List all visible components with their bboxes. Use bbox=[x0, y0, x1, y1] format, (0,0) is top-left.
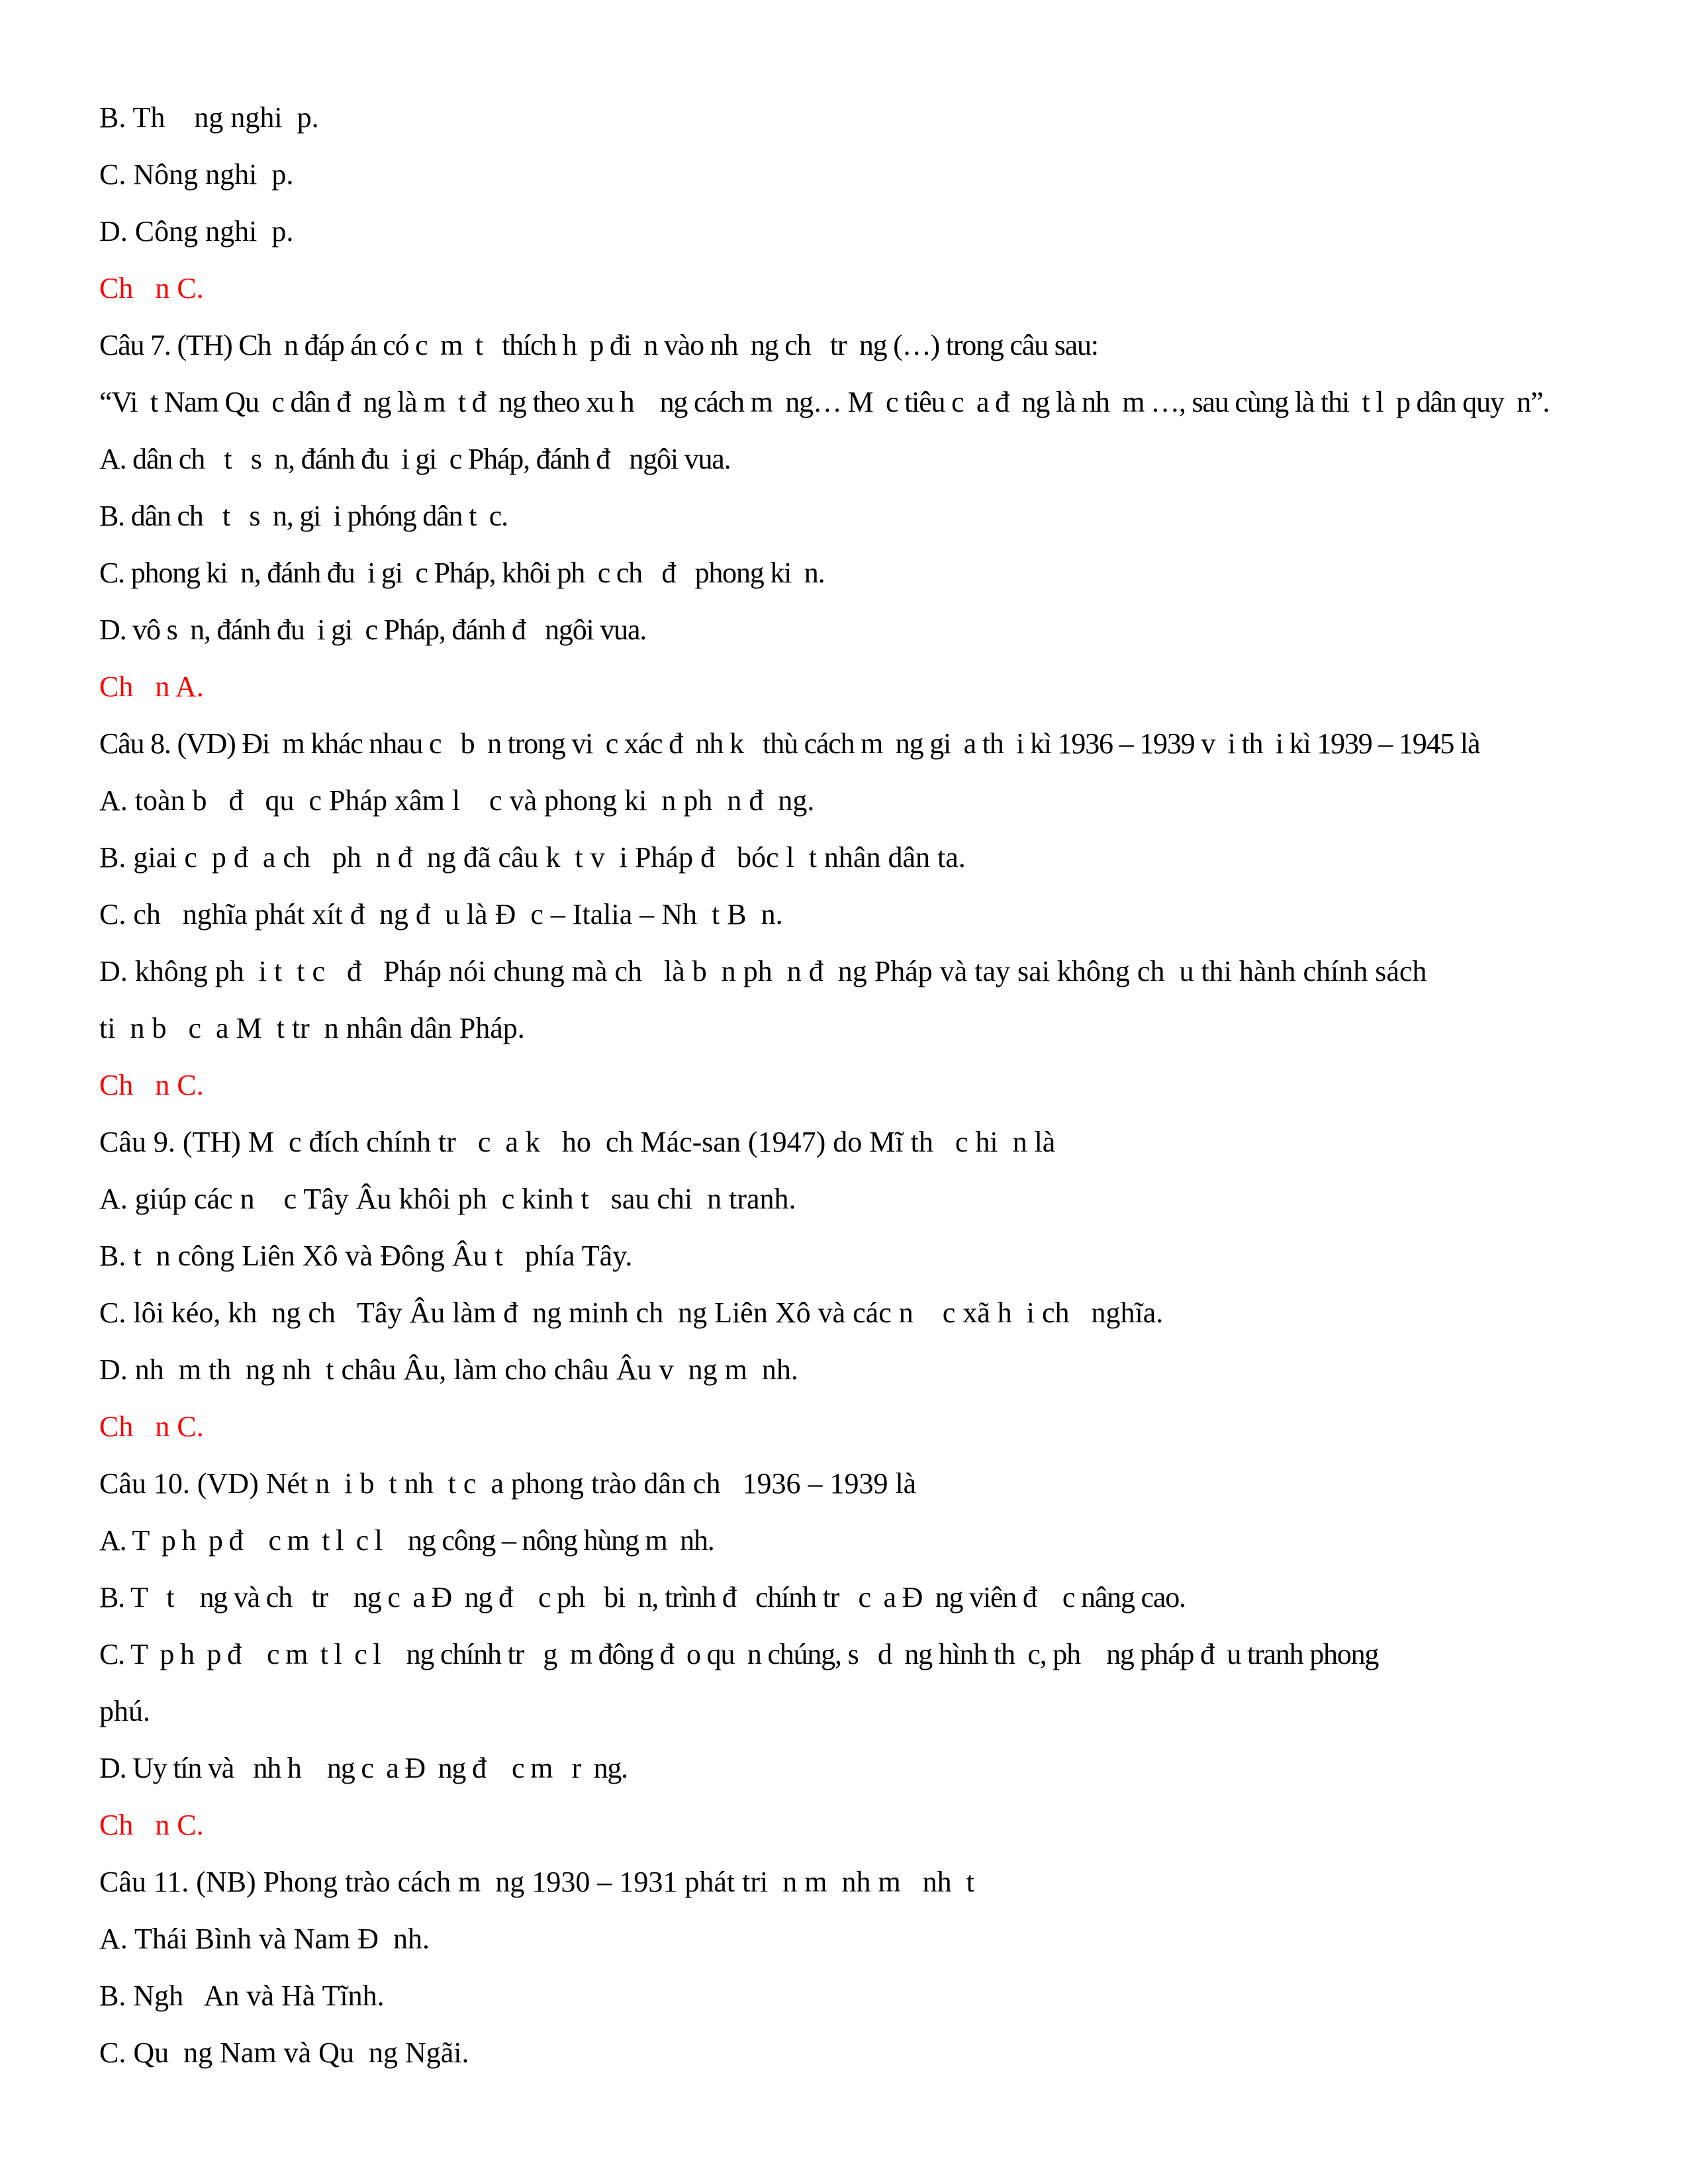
option-b-q8: B. giai c p đ a ch ph n đ ng đã câu k t v i Pháp đ bóc l t nhân dân ta. bbox=[99, 841, 966, 874]
option-b-q10: B. T t ng và ch tr ng c a Đ ng đ c ph bi n, trình đ chính tr c a Đ ng viên đ c nâng cao. bbox=[99, 1581, 1186, 1614]
option-d-q6: D. Công nghi p. bbox=[99, 215, 294, 248]
answer-q6: Ch n C. bbox=[99, 272, 204, 304]
answer-q10: Ch n C. bbox=[99, 1809, 204, 1841]
option-a-q8: A. toàn b đ qu c Pháp xâm l c và phong ki n ph n đ ng. bbox=[99, 784, 815, 817]
option-b-q11: B. Ngh An và Hà Tĩnh. bbox=[99, 1979, 385, 2012]
option-c-q8: C. ch nghĩa phát xít đ ng đ u là Đ c – Italia – Nh t B n. bbox=[99, 898, 783, 931]
option-d-q10: D. Uy tín và nh h ng c a Đ ng đ c m r ng. bbox=[99, 1752, 628, 1784]
question-7-quote: “Vi t Nam Qu c dân đ ng là m t đ ng theo xu h ng cách m ng… M c tiêu c a đ ng là nh m …, sau cùng là thi t l p dân quy n”. bbox=[99, 386, 1550, 418]
option-c-q9: C. lôi kéo, kh ng ch Tây Âu làm đ ng minh ch ng Liên Xô và các n c xã h i ch nghĩa. bbox=[99, 1297, 1164, 1329]
option-b-q9: B. t n công Liên Xô và Đông Âu t phía Tây. bbox=[99, 1240, 633, 1272]
option-b-q6: B. Th ng nghi p. bbox=[99, 101, 319, 134]
answer-q9: Ch n C. bbox=[99, 1410, 204, 1443]
option-c-q10: C. T p h p đ c m t l c l ng chính tr g m đông đ o qu n chúng, s d ng hình th c, ph ng pháp đ u tranh phong bbox=[99, 1638, 1379, 1670]
option-c-q6: C. Nông nghi p. bbox=[99, 158, 294, 191]
question-10: Câu 10. (VD) Nét n i b t nh t c a phong trào dân ch 1936 – 1939 là bbox=[99, 1467, 917, 1500]
option-c-q7: C. phong ki n, đánh đu i gi c Pháp, khôi ph c ch đ phong ki n. bbox=[99, 557, 825, 589]
question-8: Câu 8. (VD) Đi m khác nhau c b n trong vi c xác đ nh k thù cách m ng gi a th i kì 1936 – 1939 v i th i kì 1939 – 1945 là bbox=[99, 727, 1480, 760]
answer-q7: Ch n A. bbox=[99, 670, 204, 703]
question-11: Câu 11. (NB) Phong trào cách m ng 1930 – 1931 phát tri n m nh m nh t bbox=[99, 1866, 974, 1898]
option-a-q9: A. giúp các n c Tây Âu khôi ph c kinh t sau chi n tranh. bbox=[99, 1183, 796, 1215]
option-c-q11: C. Qu ng Nam và Qu ng Ngãi. bbox=[99, 2036, 469, 2069]
option-d-q8: D. không ph i t t c đ Pháp nói chung mà ch là b n ph n đ ng Pháp và tay sai không ch u thi hành chính sách bbox=[99, 955, 1427, 987]
option-b-q7: B. dân ch t s n, gi i phóng dân t c. bbox=[99, 500, 508, 532]
option-d-q9: D. nh m th ng nh t châu Âu, làm cho châu Âu v ng m nh. bbox=[99, 1353, 798, 1386]
option-a-q7: A. dân ch t s n, đánh đu i gi c Pháp, đánh đ ngôi vua. bbox=[99, 443, 731, 475]
option-a-q10: A. T p h p đ c m t l c l ng công – nông hùng m nh. bbox=[99, 1524, 714, 1557]
option-a-q11: A. Thái Bình và Nam Đ nh. bbox=[99, 1923, 430, 1955]
answer-q8: Ch n C. bbox=[99, 1069, 204, 1101]
option-d-q8-continued: ti n b c a M t tr n nhân dân Pháp. bbox=[99, 1012, 525, 1044]
question-7: Câu 7. (TH) Ch n đáp án có c m t thích h p đi n vào nh ng ch tr ng (…) trong câu sau: bbox=[99, 329, 1098, 361]
option-d-q7: D. vô s n, đánh đu i gi c Pháp, đánh đ ngôi vua. bbox=[99, 614, 647, 646]
option-c-q10-continued: phú. bbox=[99, 1695, 150, 1727]
question-9: Câu 9. (TH) M c đích chính tr c a k ho ch Mác-san (1947) do Mĩ th c hi n là bbox=[99, 1126, 1056, 1158]
